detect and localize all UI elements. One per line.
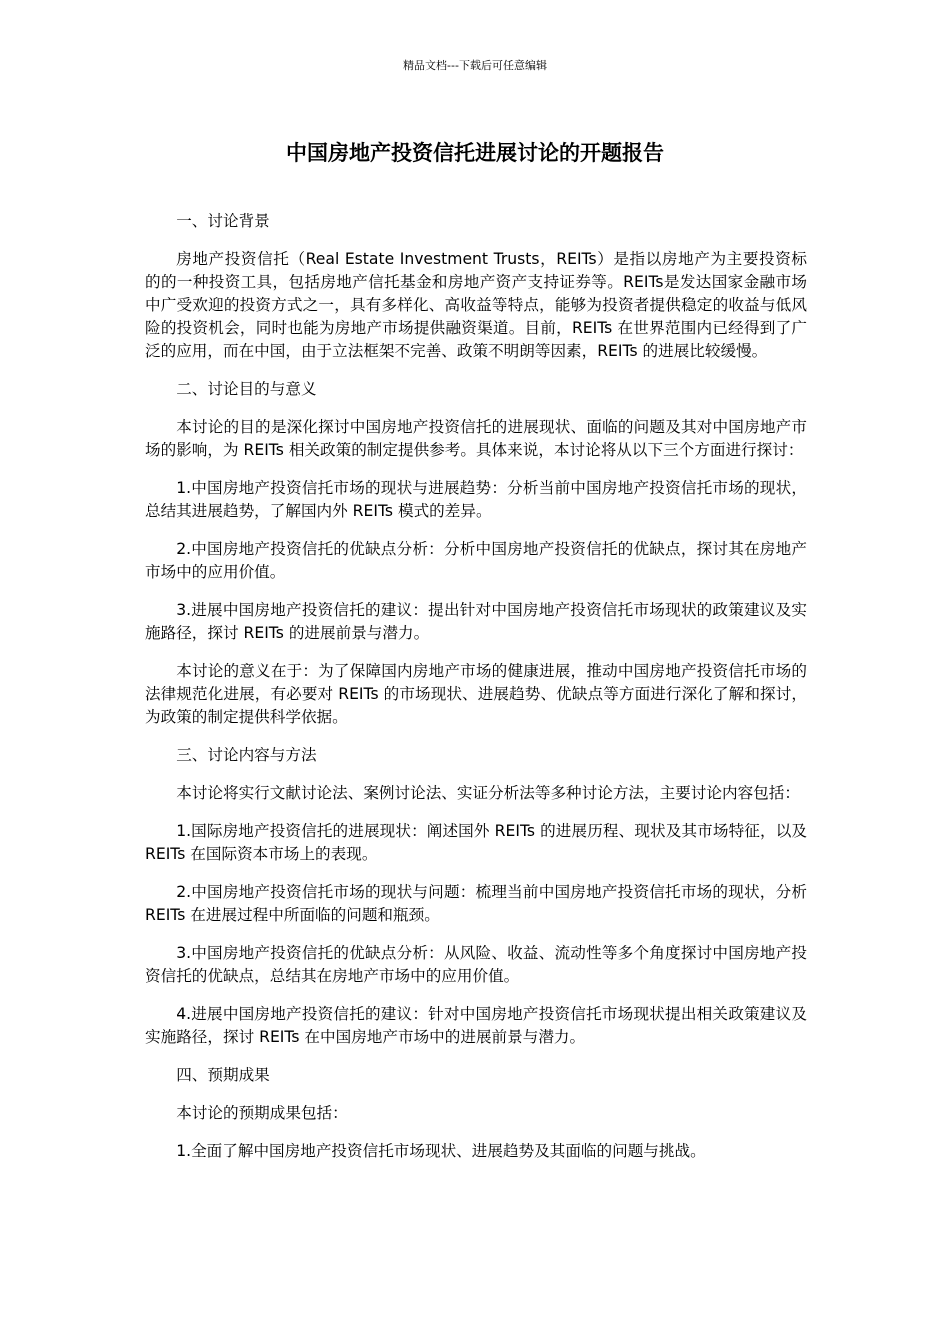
document-body [145,210,807,1178]
list-item-purpose-2: 2.中国房地产投资信托的优缺点分析：分析中国房地产投资信托的优缺点，探讨其在房地产市场中的应用价值。 [145,540,807,581]
section-heading-purpose: 二、讨论目的与意义 [176,380,317,398]
paragraph-background: 房地产投资信托（Real Estate Investment Trusts，REITs）是指以房地产为主要投资标的的一种投资工具，包括房地产信托基金和房地产资产支持证券等。REITs是发达国家金融市场中广受欢迎的投资方式之一，具有多样化、高收益等特点，能够为投资者提供稳定的收益与低风险的投资机会，同时也能为房地产市场提供融资渠道。目前，REITs 在世界范围内已经得到了广泛的应用，而在中国，由于立法框架不完善、政策不明朗等因素，REITs 的进展比较缓慢。 [145,250,807,360]
list-item-purpose-3: 3.进展中国房地产投资信托的建议：提出针对中国房地产投资信托市场现状的政策建议及实施路径，探讨 REITs 的进展前景与潜力。 [145,601,807,642]
section-heading-background: 一、讨论背景 [176,212,270,230]
list-item-content-4: 4.进展中国房地产投资信托的建议：针对中国房地产投资信托市场现状提出相关政策建议及实施路径，探讨 REITs 在中国房地产市场中的进展前景与潜力。 [145,1005,807,1046]
list-item-content-1: 1.国际房地产投资信托的进展现状：阐述国外 REITs 的进展历程、现状及其市场特征，以及 REITs 在国际资本市场上的表现。 [145,822,807,863]
paragraph-content-method: 本讨论将实行文献讨论法、案例讨论法、实证分析法等多种讨论方法，主要讨论内容包括： [176,784,800,802]
list-item-content-3: 3.中国房地产投资信托的优缺点分析：从风险、收益、流动性等多个角度探讨中国房地产投资信托的优缺点，总结其在房地产市场中的应用价值。 [145,944,807,985]
section-heading-expected-results: 四、预期成果 [176,1066,270,1084]
paragraph-purpose: 本讨论的目的是深化探讨中国房地产投资信托的进展现状、面临的问题及其对中国房地产市场的影响，为 REITs 相关政策的制定提供参考。具体来说，本讨论将从以下三个方面进行探讨： [145,418,807,459]
document-title: 中国房地产投资信托进展讨论的开题报告 [286,141,664,165]
paragraph-expected-results: 本讨论的预期成果包括： [176,1104,348,1122]
section-heading-content-method: 三、讨论内容与方法 [176,746,317,764]
list-item-content-2: 2.中国房地产投资信托市场的现状与问题：梳理当前中国房地产投资信托市场的现状，分析 REITs 在进展过程中所面临的问题和瓶颈。 [145,883,807,924]
page-header: 精品文档---下载后可任意编辑 [403,59,547,72]
list-item-purpose-1: 1.中国房地产投资信托市场的现状与进展趋势：分析当前中国房地产投资信托市场的现状，总结其进展趋势，了解国内外 REITs 模式的差异。 [145,479,807,520]
list-item-result-1: 1.全面了解中国房地产投资信托市场现状、进展趋势及其面临的问题与挑战。 [176,1142,706,1160]
paragraph-significance: 本讨论的意义在于：为了保障国内房地产市场的健康进展，推动中国房地产投资信托市场的法律规范化进展，有必要对 REITs 的市场现状、进展趋势、优缺点等方面进行深化了解和探讨，为政策的制定提供科学依据。 [145,662,807,726]
